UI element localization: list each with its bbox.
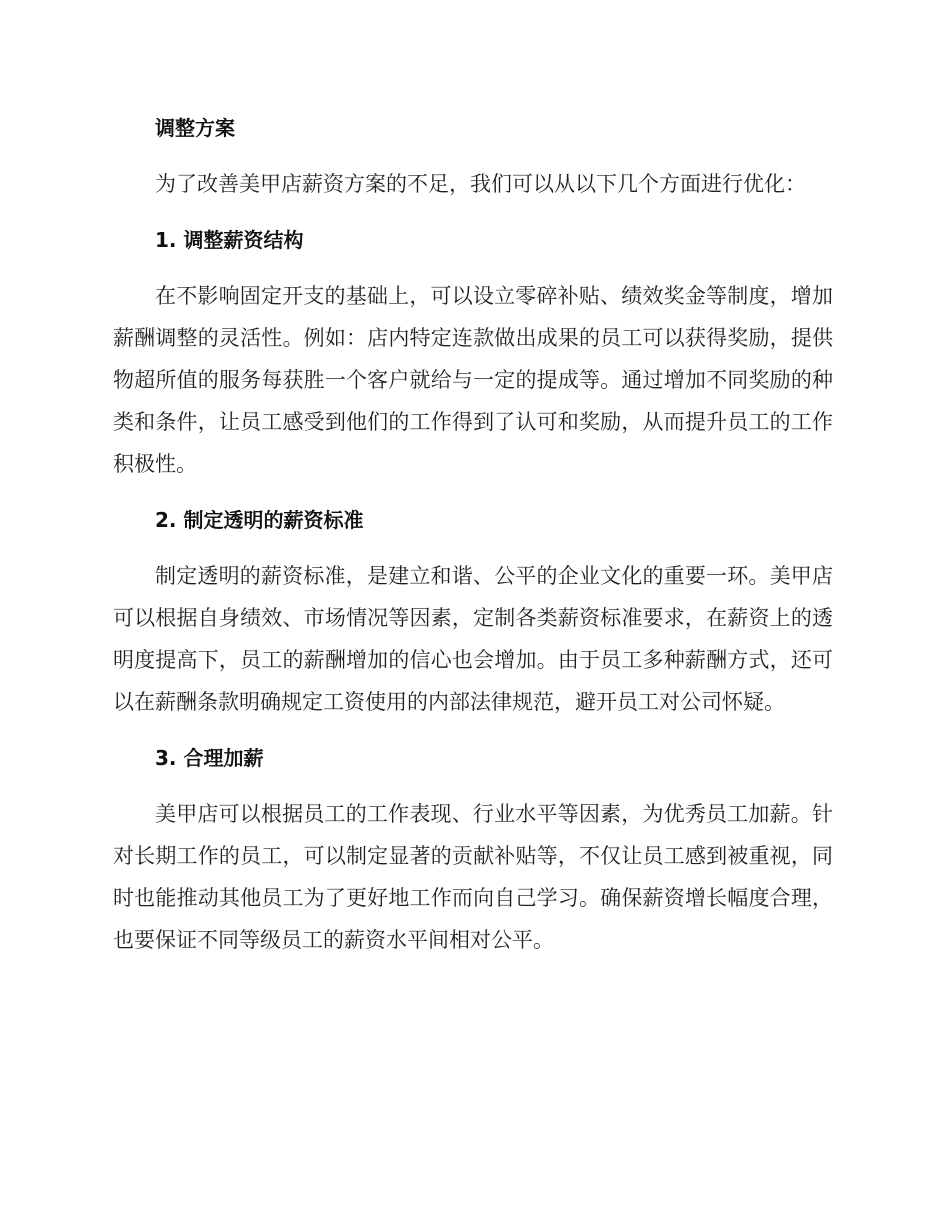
section-heading-1: 1. 调整薪资结构 [155, 228, 304, 252]
section-body-1: 在不影响固定开支的基础上，可以设立零碎补贴、绩效奖金等制度，增加薪酬调整的灵活性。例如：店内特定连款做出成果的员工可以获得奖励，提供物超所值的服务每获胜一个客户就给与一定的提成等。通过增加不同奖励的种类和条件，让员工感受到他们的工作得到了认可和奖励，从而提升员工的工作积极性。 [113, 284, 833, 476]
document-title: 调整方案 [155, 116, 235, 140]
document-body [113, 108, 833, 961]
section-heading-2: 2. 制定透明的薪资标准 [155, 508, 364, 532]
section-heading-3: 3. 合理加薪 [155, 746, 264, 770]
intro-paragraph: 为了改善美甲店薪资方案的不足，我们可以从以下几个方面进行优化： [155, 172, 806, 196]
section-body-3: 美甲店可以根据员工的工作表现、行业水平等因素，为优秀员工加薪。针对长期工作的员工，可以制定显著的贡献补贴等，不仅让员工感到被重视，同时也能推动其他员工为了更好地工作而向自己学习。确保薪资增长幅度合理，也要保证不同等级员工的薪资水平间相对公平。 [113, 802, 833, 952]
section-body-2: 制定透明的薪资标准，是建立和谐、公平的企业文化的重要一环。美甲店可以根据自身绩效、市场情况等因素，定制各类薪资标准要求，在薪资上的透明度提高下，员工的薪酬增加的信心也会增加。由于员工多种薪酬方式，还可以在薪酬条款明确规定工资使用的内部法律规范，避开员工对公司怀疑。 [113, 564, 833, 714]
